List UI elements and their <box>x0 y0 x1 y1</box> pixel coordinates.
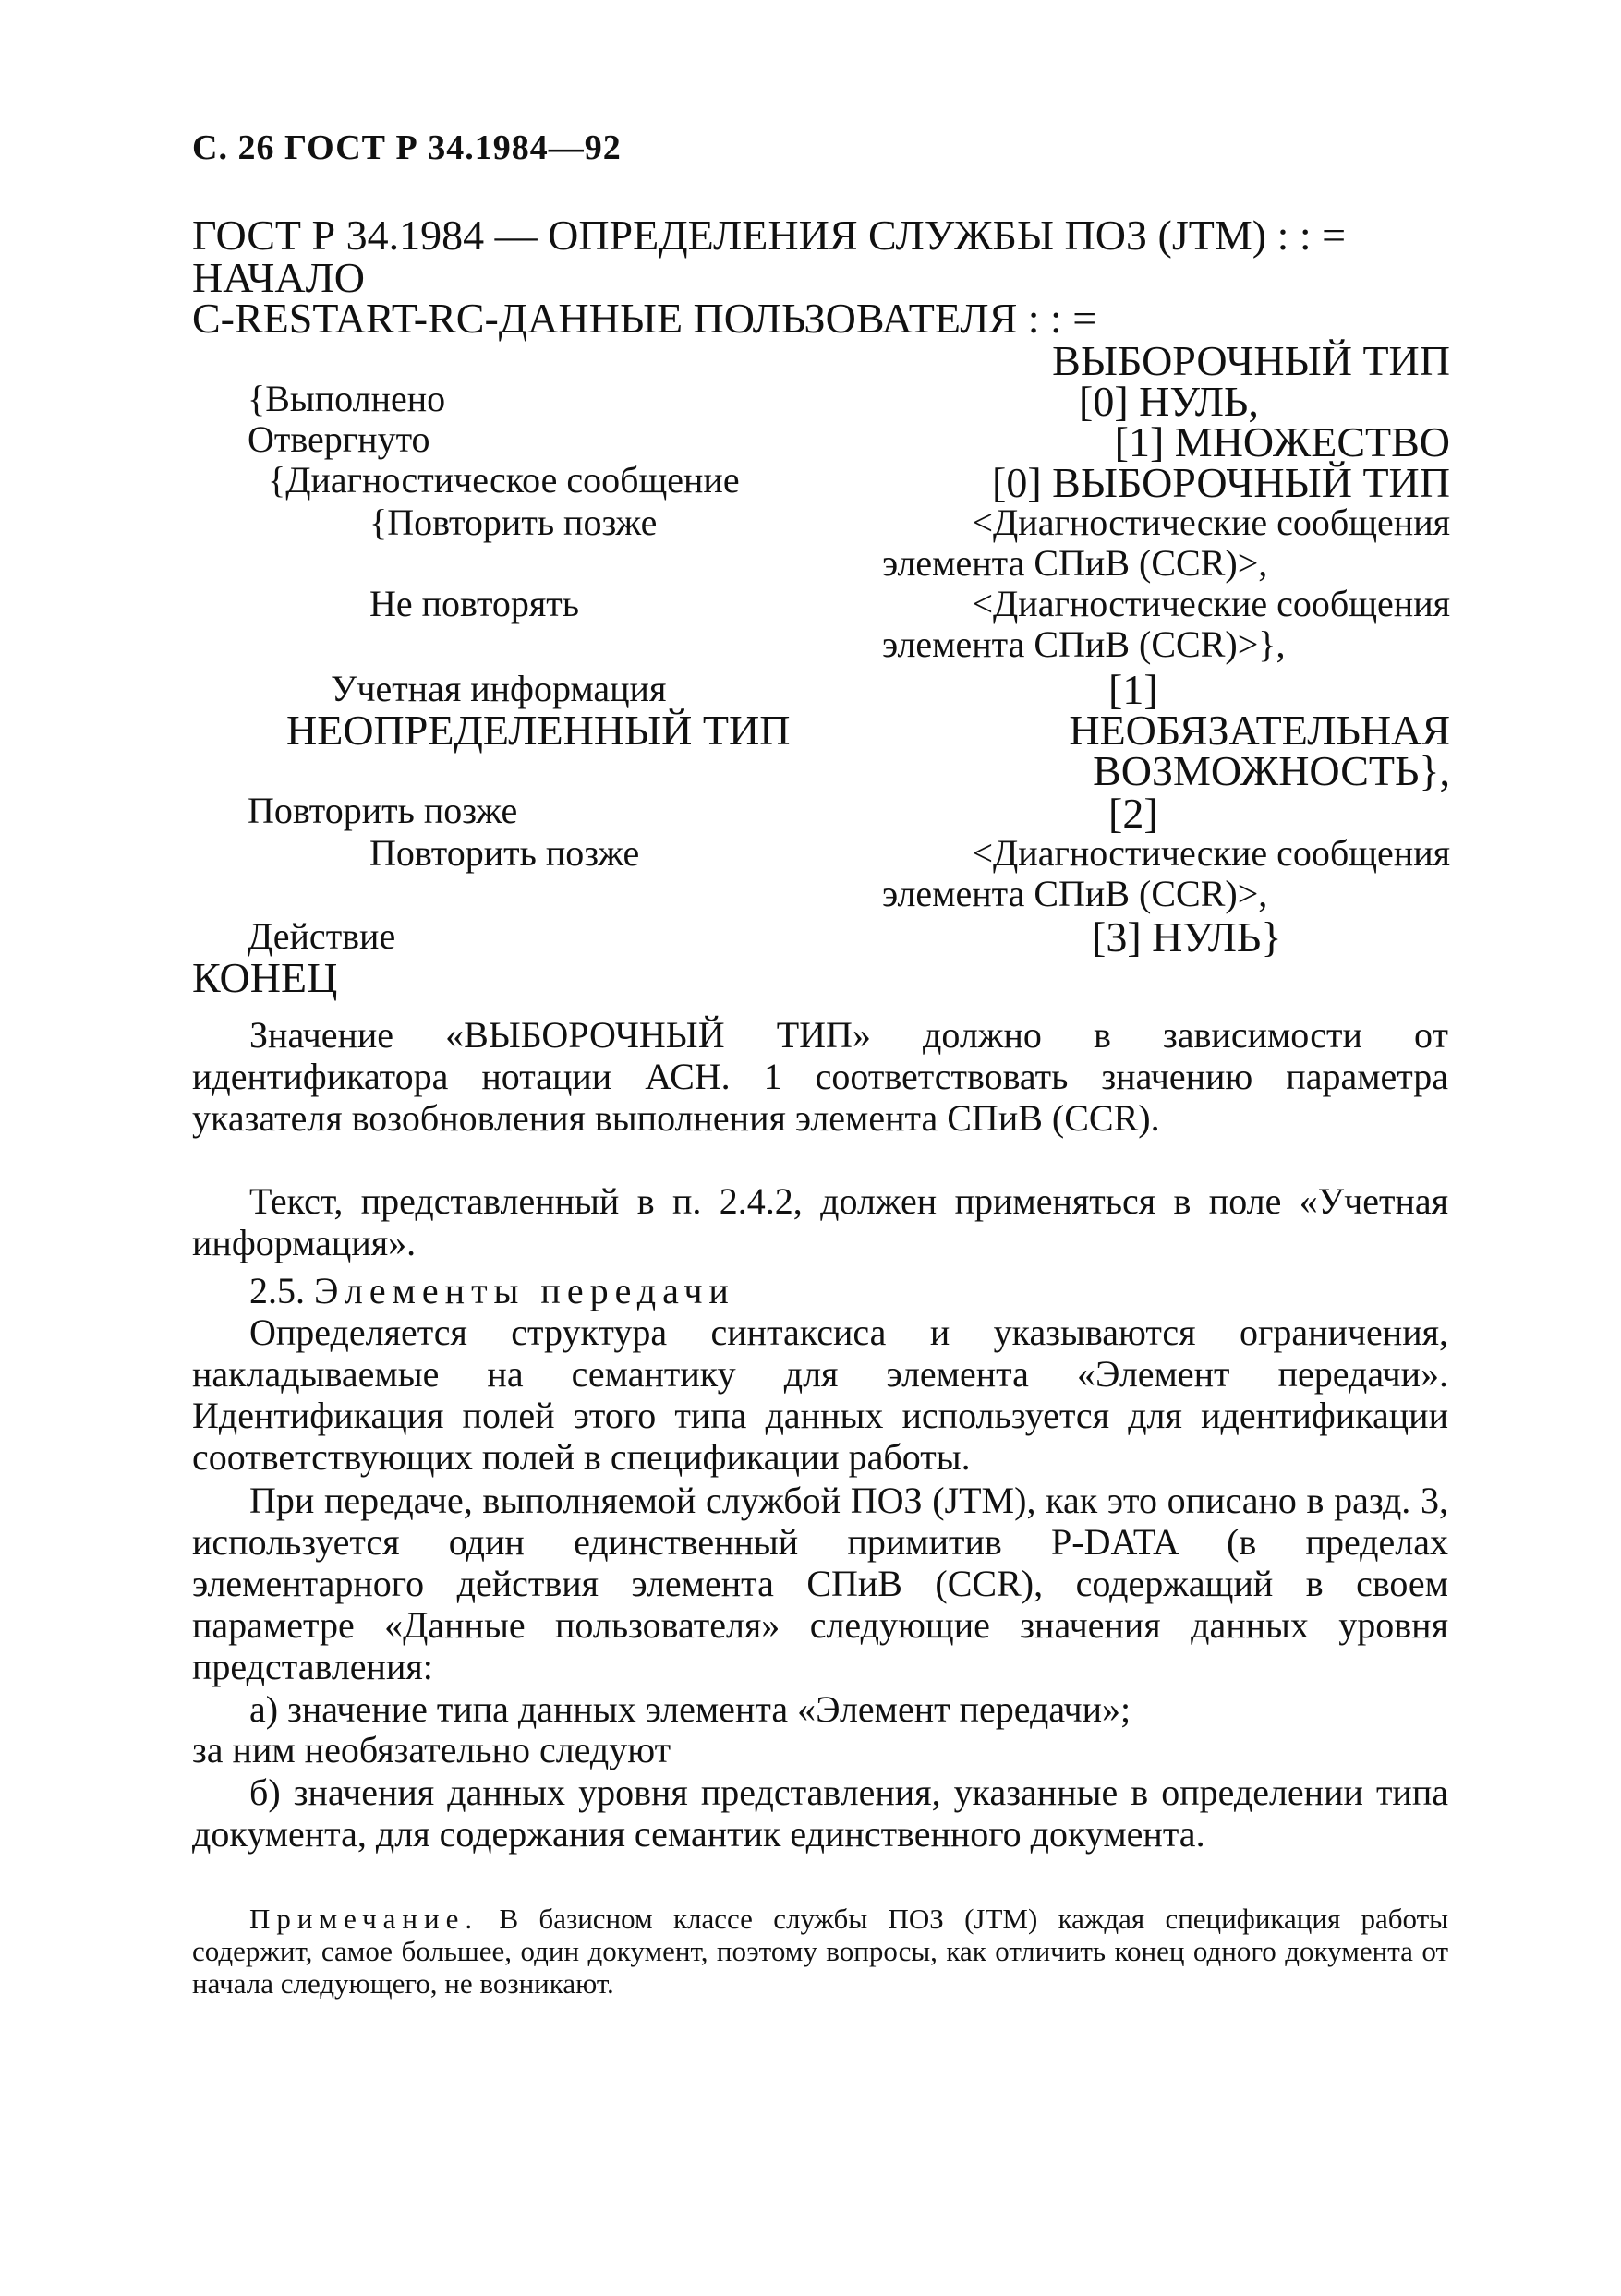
list-item-a: а) значение типа данных элемента «Элемент передачи»; <box>249 1688 1131 1730</box>
paragraph-account-info: Текст, представленный в п. 2.4.2, должен применяться в поле «Учетная информация». <box>192 1180 1448 1263</box>
paragraph-choice-type: Значение «ВЫБОРОЧНЫЙ ТИП» должно в зависимости от идентификатора нотации АСН. 1 соответствовать значению параметра указателя возобновления выполнения элемента СПиВ (CCR). <box>192 1014 1448 1139</box>
note-text: В базисном классе службы ПОЗ (JTM) каждая спецификация работы содержит, самое большее, один документ, поэтому вопросы, как отличить конец одного документа от начала следующего, не возникают. <box>192 1903 1449 2000</box>
section-title: Элементы передачи <box>314 1270 735 1311</box>
asn-right-15: [3] НУЛЬ} <box>1092 913 1282 961</box>
asn-left-5: Не повторять <box>369 583 580 624</box>
note-label: Примечание. <box>249 1903 479 1935</box>
title-line-2: НАЧАЛО <box>192 254 365 301</box>
asn-left-7: НЕОПРЕДЕЛЕННЫЙ ТИП <box>286 707 791 754</box>
asn-right-9: [1] <box>1108 666 1158 713</box>
asn-right-5: <Диагностические сообщения <box>972 501 1450 543</box>
asn-right-13: <Диагностические сообщения <box>972 832 1450 874</box>
asn-left-4: {Повторить позже <box>369 501 658 543</box>
asn-left-9: Повторить позже <box>369 832 640 874</box>
asn-right-11: ВОЗМОЖНОСТЬ}, <box>1093 747 1450 794</box>
asn-right-4: [0] ВЫБОРОЧНЫЙ ТИП <box>992 459 1450 506</box>
asn-right-3: [1] МНОЖЕСТВО <box>1114 418 1450 465</box>
section-number: 2.5. <box>249 1270 305 1311</box>
paragraph-transfer-structure: Определяется структура синтаксиса и указываются ограничения, накладываемые на семантику для элемента «Элемент передачи». Идентификация полей этого типа данных используется для идентификации соответствующих полей в спецификации работы. <box>192 1311 1448 1478</box>
asn-left-10: Действие <box>248 915 396 957</box>
title-line-1: ГОСТ Р 34.1984 — ОПРЕДЕЛЕНИЯ СЛУЖБЫ ПОЗ (JTM) : : = <box>192 211 1347 259</box>
list-item-b: б) значения данных уровня представления, указанные в определении типа документа, для содержания семантик единственного документа. <box>192 1771 1448 1855</box>
asn-left-2: Отвергнуто <box>248 418 430 460</box>
asn-right-14: элемента СПиВ (CCR)>, <box>882 873 1268 914</box>
asn-right-8: элемента СПиВ (CCR)>}, <box>882 623 1286 665</box>
asn-left-3: {Диагностическое сообщение <box>268 459 740 501</box>
asn-right-1: ВЫБОРОЧНЫЙ ТИП <box>1052 337 1450 384</box>
asn-left-11: КОНЕЦ <box>192 954 338 1001</box>
asn-left-8: Повторить позже <box>248 790 518 831</box>
page-header: С. 26 ГОСТ Р 34.1984—92 <box>192 128 622 167</box>
paragraph-transfer-primitive: При передаче, выполняемой службой ПОЗ (JTM), как это описано в разд. 3, используется один единственный примитив P-DATA (в пределах элементарного действия элемента СПиВ (CCR), содержащий в своем параметре «Данные пользователя» следующие значения данных уровня представления: <box>192 1480 1448 1687</box>
asn-right-6: элемента СПиВ (CCR)>, <box>882 542 1268 584</box>
asn-right-12: [2] <box>1108 790 1158 837</box>
section-heading <box>249 1270 735 1311</box>
asn-right-10: НЕОБЯЗАТЕЛЬНАЯ <box>1069 707 1450 754</box>
asn-left-6: Учетная информация <box>331 668 667 709</box>
asn-right-2: [0] НУЛЬ, <box>1079 378 1259 425</box>
paragraph-follow: за ним необязательно следуют <box>192 1729 671 1770</box>
asn-right-7: <Диагностические сообщения <box>972 583 1450 624</box>
note <box>192 1903 1448 2000</box>
asn-left-1: {Выполнено <box>248 378 446 419</box>
title-line-3: С-RESTART-RC-ДАННЫЕ ПОЛЬЗОВАТЕЛЯ : : = <box>192 295 1097 342</box>
